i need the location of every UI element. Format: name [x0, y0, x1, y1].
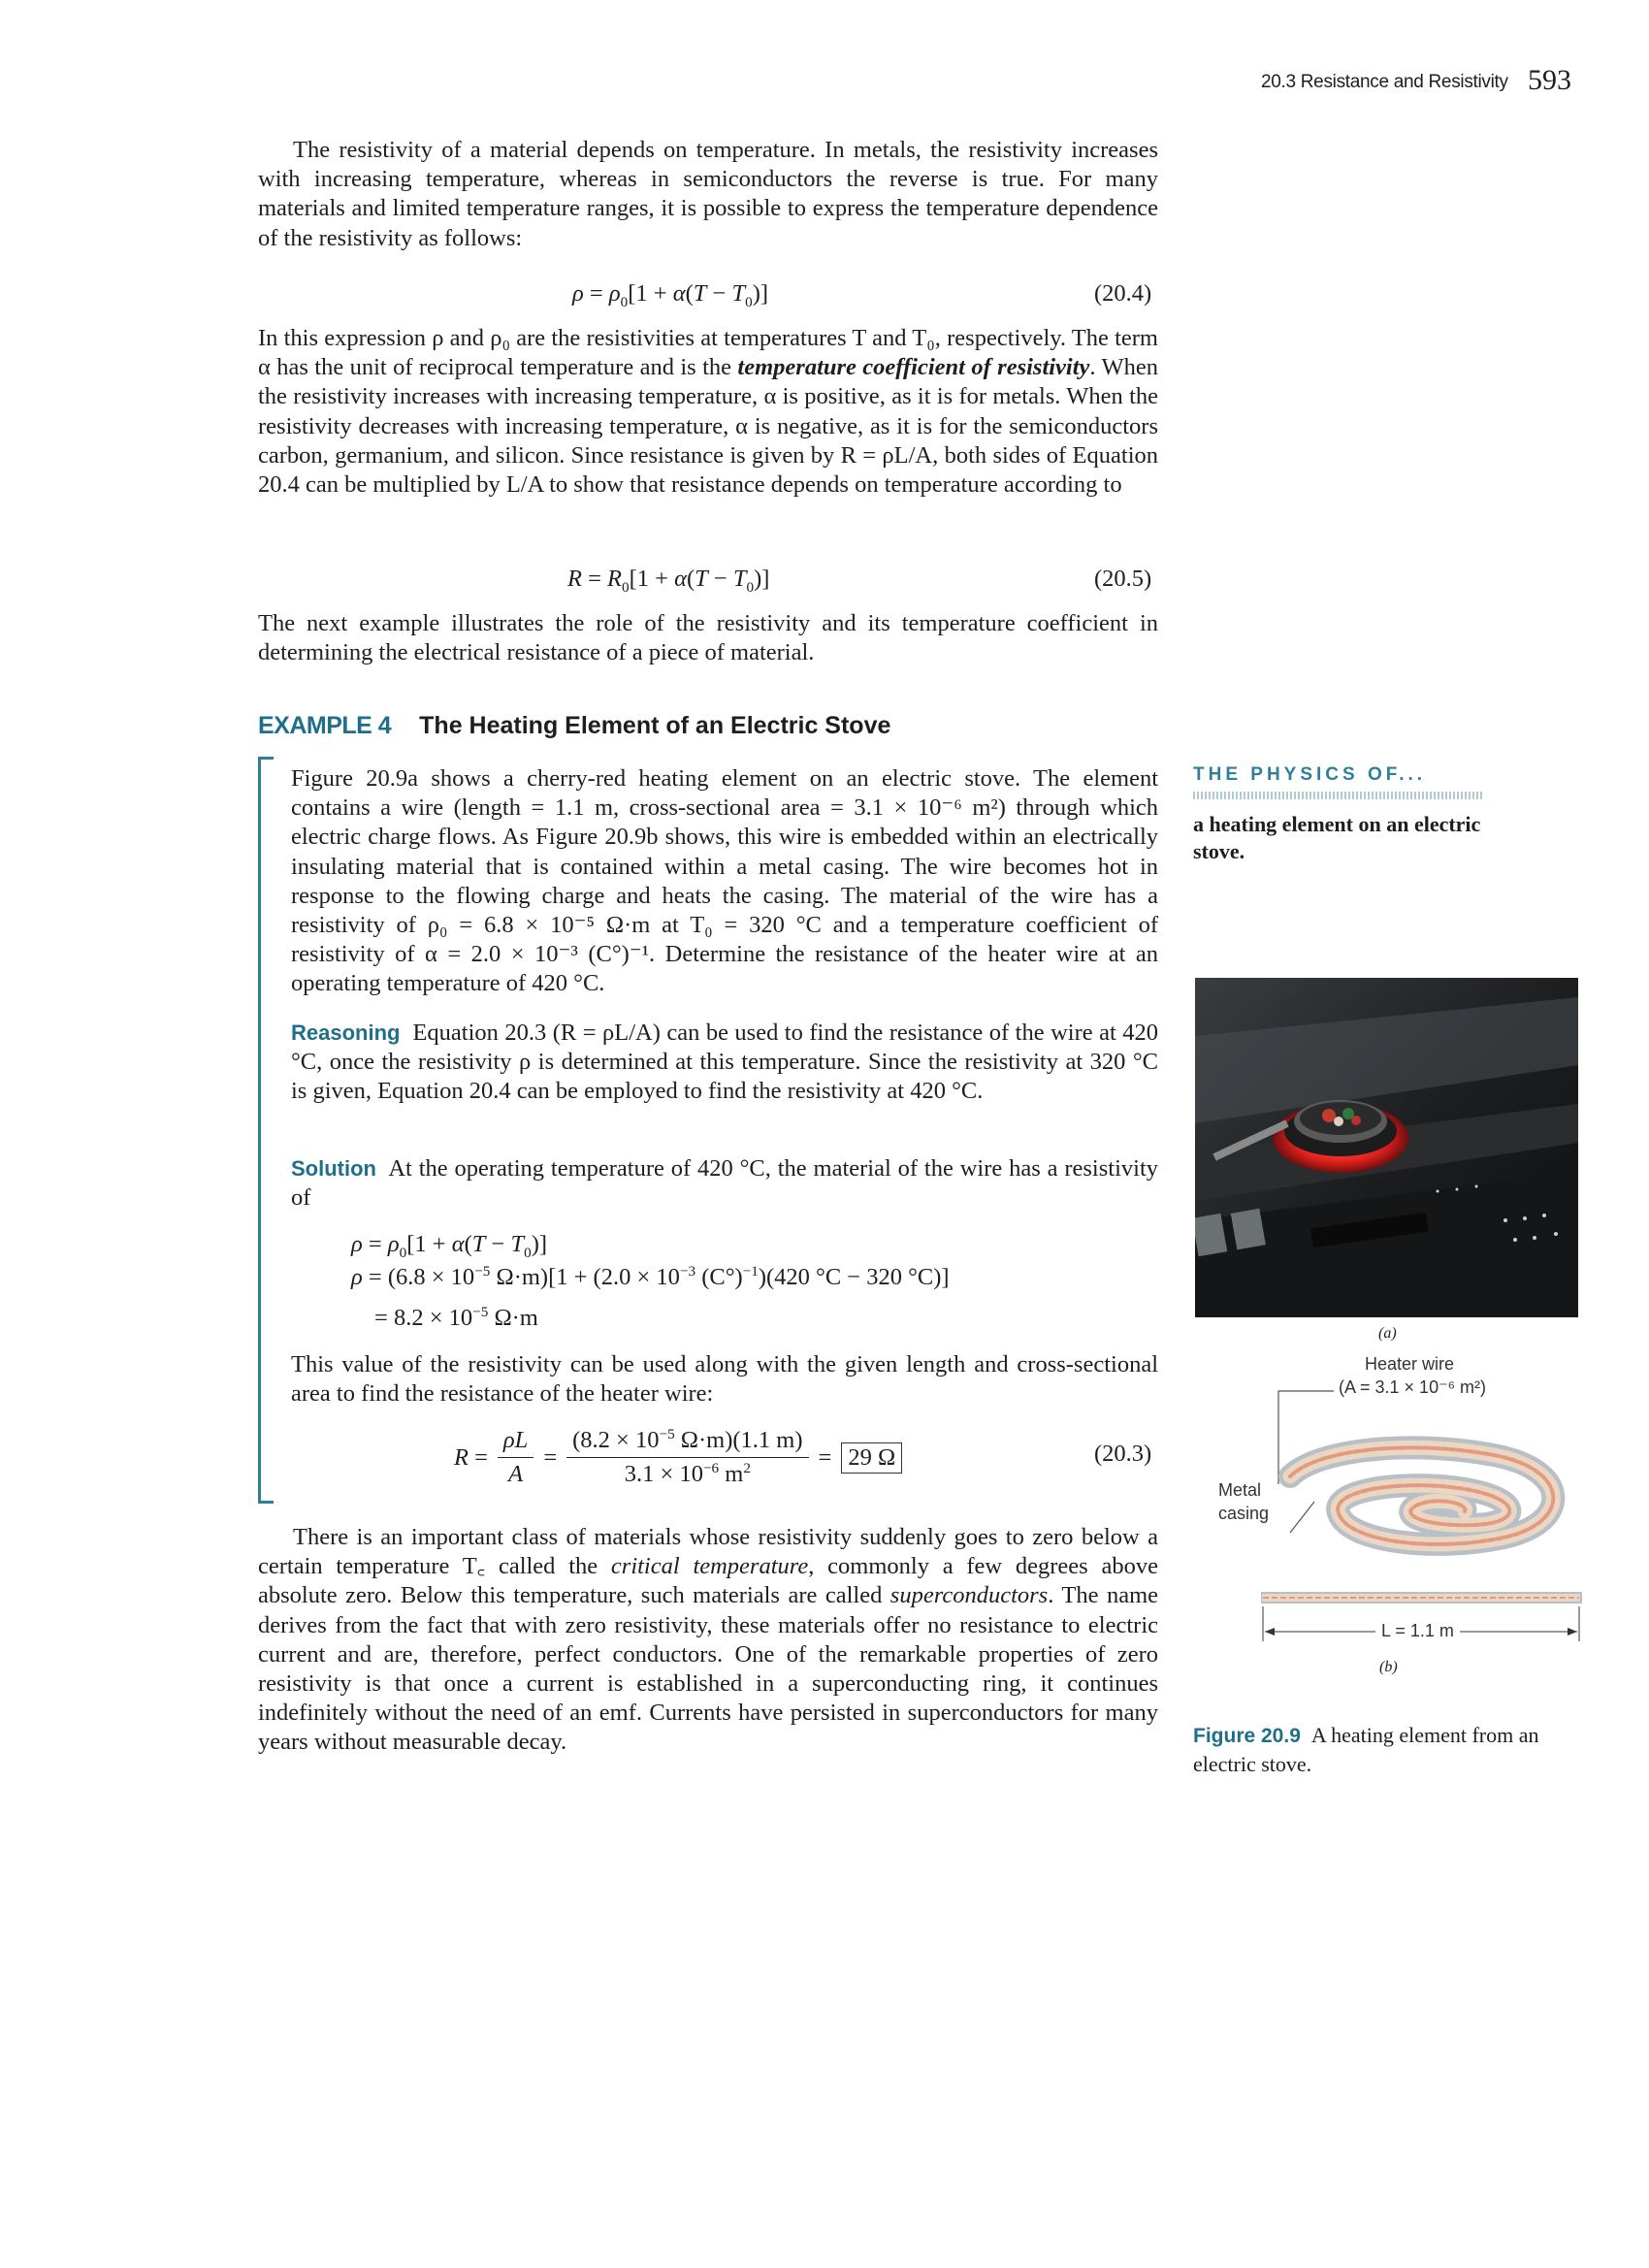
equation-number-20-3: (20.3) — [1094, 1441, 1152, 1467]
example-title: The Heating Element of an Electric Stove — [419, 712, 891, 739]
physics-of-text: a heating element on an electric stove. — [1193, 812, 1481, 863]
example-problem: Figure 20.9a shows a cherry-red heating element on an electric stove. The element contains a wire (length = 1.1 m, cross-sectional area = 3.1 × 10⁻⁶ m²) through which electric charge flows. As Figure 20.9b shows, this wire is embedded within an electrically insulating material that is contained within a metal casing. The wire becomes hot in response to the flowing charge and heats the casing. The material of the wire has a resistivity of ρ₀ = 6.8 × 10⁻⁵ Ω·m at T₀ = 320 °C and a temperature coefficient of resistivity of α = 2.0 × 10⁻³ (C°)⁻¹. Determine the resistance of the heater wire at an operating temperature of 420 °C. — [291, 765, 1158, 997]
photo-caption: (a) — [1378, 1325, 1397, 1342]
solution-equation-1: $\rho = \rho_0[1 + \alpha(T - T_0)]$ — [351, 1231, 548, 1261]
running-header: 20.3 Resistance and Resistivity — [1261, 72, 1508, 92]
final-answer: 29 Ω — [841, 1442, 902, 1474]
figure-caption: Figure 20.9 A heating element from an electric stove. — [1193, 1723, 1539, 1776]
paragraph-resistivity-temp: In this expression ρ and ρ₀ are the resistivities at temperatures T and T₀, respectively. The term α has the unit of reciprocal temperature and is the temperature coefficient of resistivity. When the resistivity increases with increasing temperature, α is positive, as it is for metals. When the resistivity decreases with increasing temperature, α is negative, as it is for the semiconductors carbon, germanium, and silicon. Since resistance is given by R = ρL/A, both sides of Equation 20.4 can be multiplied by L/A to show that resistance depends on temperature according to — [258, 325, 1158, 499]
reasoning-label: Reasoning — [291, 1021, 401, 1045]
example-reasoning: Reasoning Equation 20.3 (R = ρL/A) can be used to find the resistance of the wire at 420 °C, once the resistivity ρ is determined at this temperature. Since the resistivity at 320 °C is given, Equation 20.4 can be employed to find the resistivity at 420 °C. — [291, 1020, 1159, 1105]
equation-20-5: $R = R_0[1 + \alpha(T - T_0)]$ — [567, 566, 770, 596]
intro-paragraph: The resistivity of a material depends on temperature. In metals, the resistivity increases with increasing temperature, whereas in semiconductors the reverse is true. For many materials and limited temperature ranges, it is possible to express the temperature dependence of the resistivity as follows: — [258, 137, 1158, 251]
paragraph-next-example: The next example illustrates the role of the resistivity and its temperature coefficient in determining the electrical resistance of a piece of material. — [258, 610, 1158, 666]
heater-wire-area: (A = 3.1 × 10⁻⁶ m²) — [1339, 1377, 1486, 1397]
example-solution: Solution At the operating temperature of 420 °C, the material of the wire has a resistivity of — [291, 1155, 1158, 1212]
paragraph-superconductors: There is an important class of materials whose resistivity suddenly goes to zero below a certain temperature T꜀ called the critical temperature, commonly a few degrees above absolute zero. Below this temperature, such materials are called superconductors. The name derives from the fact that with zero resistivity, these materials offer no resistance to electric current and are, therefore, perfect conductors. One of the remarkable properties of zero resistivity is that once a current is established in a superconducting ring, it continues indefinitely without the need of an emf. Currents have persisted in superconductors for many years without measurable decay. — [258, 1524, 1159, 1756]
solution-equation-3: = $8.2 \times 10^{-5}$ Ω·m — [374, 1303, 538, 1331]
example-followup: This value of the resistivity can be used along with the given length and cross-sectional area to find the resistance of the heater wire: — [291, 1351, 1158, 1408]
physics-of-rule — [1193, 792, 1484, 799]
metal-casing-label: Metal casing — [1218, 1480, 1270, 1523]
heating-element-diagram — [1261, 1387, 1591, 1649]
equation-20-4: $\rho = \rho_0[1 + \alpha(T - T_0)]$ — [572, 280, 769, 310]
example-label: EXAMPLE 4 — [258, 712, 392, 739]
physics-of-label: THE PHYSICS OF... — [1193, 764, 1427, 785]
figure-label: Figure 20.9 — [1193, 1725, 1301, 1747]
equation-number-20-5: (20.5) — [1094, 566, 1152, 592]
equation-number-20-4: (20.4) — [1094, 280, 1152, 307]
diagram-caption: (b) — [1379, 1659, 1398, 1675]
final-equation: R = $\frac{\rho L}{A}$ = $\frac{(8.2 \times 10^{-5} \Omega\cdot m)(1.1 m)}{3.1 \times 10^{-6} m^2}$ = 29 Ω — [454, 1426, 902, 1489]
solution-equation-2: $\rho = (6.8 \times 10^{-5}$ $\Omega\cdot m)[1 + (2.0 \times 10^{-3}$ $(C^\circ)^{-1})(420$ °C − 320 °C)] — [351, 1262, 950, 1290]
term-temperature-coefficient: temperature coefficient of resistivity — [737, 354, 1090, 381]
stove-photo — [1195, 978, 1578, 1317]
example-bracket — [258, 757, 273, 1504]
heater-wire-label: Heater wire — [1365, 1354, 1455, 1374]
example-heading — [258, 712, 890, 740]
page-number: 593 — [1528, 64, 1571, 96]
length-label: L = 1.1 m — [1375, 1621, 1460, 1641]
solution-label: Solution — [291, 1156, 376, 1181]
